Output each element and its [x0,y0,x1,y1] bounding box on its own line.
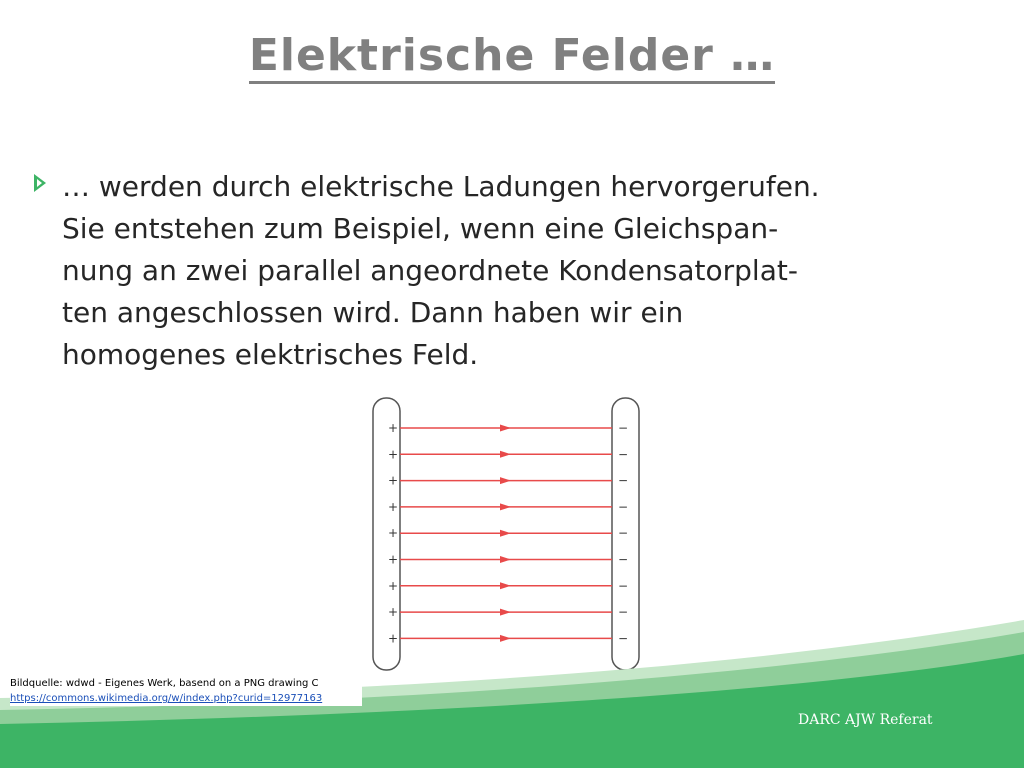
positive-charge-label: + [387,526,399,541]
field-arrow-icon [500,477,511,484]
positive-charge-label: + [387,631,399,646]
negative-charge-label: − [617,499,629,514]
field-arrow-icon [500,530,511,537]
negative-charge-label: − [617,421,629,435]
positive-charge-label: + [387,473,399,488]
negative-charge-label: − [617,631,629,646]
positive-charge-label: + [387,499,399,514]
positive-charge-label: + [387,578,399,593]
body-line: homogenes elektrisches Feld. [62,338,479,371]
caption-link[interactable]: https://commons.wikimedia.org/w/index.php?curid=12977163 [10,693,323,704]
positive-charge-label: + [387,421,399,435]
field-arrow-icon [500,556,511,563]
field-arrow-icon [500,451,511,458]
negative-charge-label: − [617,473,629,488]
body-paragraph [62,166,992,376]
negative-charge-label: − [617,552,629,567]
negative-charge-label: − [617,578,629,593]
field-arrow-icon [500,582,511,589]
footer-label: DARC AJW Referat [798,712,933,728]
slide-title [0,30,1024,81]
arrow-bullet-icon [34,174,46,192]
negative-charge-label: − [617,605,629,620]
field-arrow-icon [500,503,511,510]
image-caption [10,676,362,706]
positive-charge-label: + [387,447,399,462]
body-line: nung an zwei parallel angeordnete Kondensatorplat- [62,254,798,287]
negative-charge-label: − [617,447,629,462]
positive-charge-label: + [387,552,399,567]
slide-title-text: Elektrische Felder … [249,30,775,84]
field-arrow-icon [500,609,511,616]
field-arrow-icon [500,425,511,432]
body-line: … werden durch elektrische Ladungen hervorgerufen. [62,170,820,203]
caption-source: Bildquelle: wdwd - Eigenes Werk, basend on a PNG drawing C [10,678,319,689]
body-line: Sie entstehen zum Beispiel, wenn eine Gleichspan- [62,212,779,245]
negative-charge-label: − [617,526,629,541]
body-line: ten angeschlossen wird. Dann haben wir ein [62,296,684,329]
positive-charge-label: + [387,605,399,620]
